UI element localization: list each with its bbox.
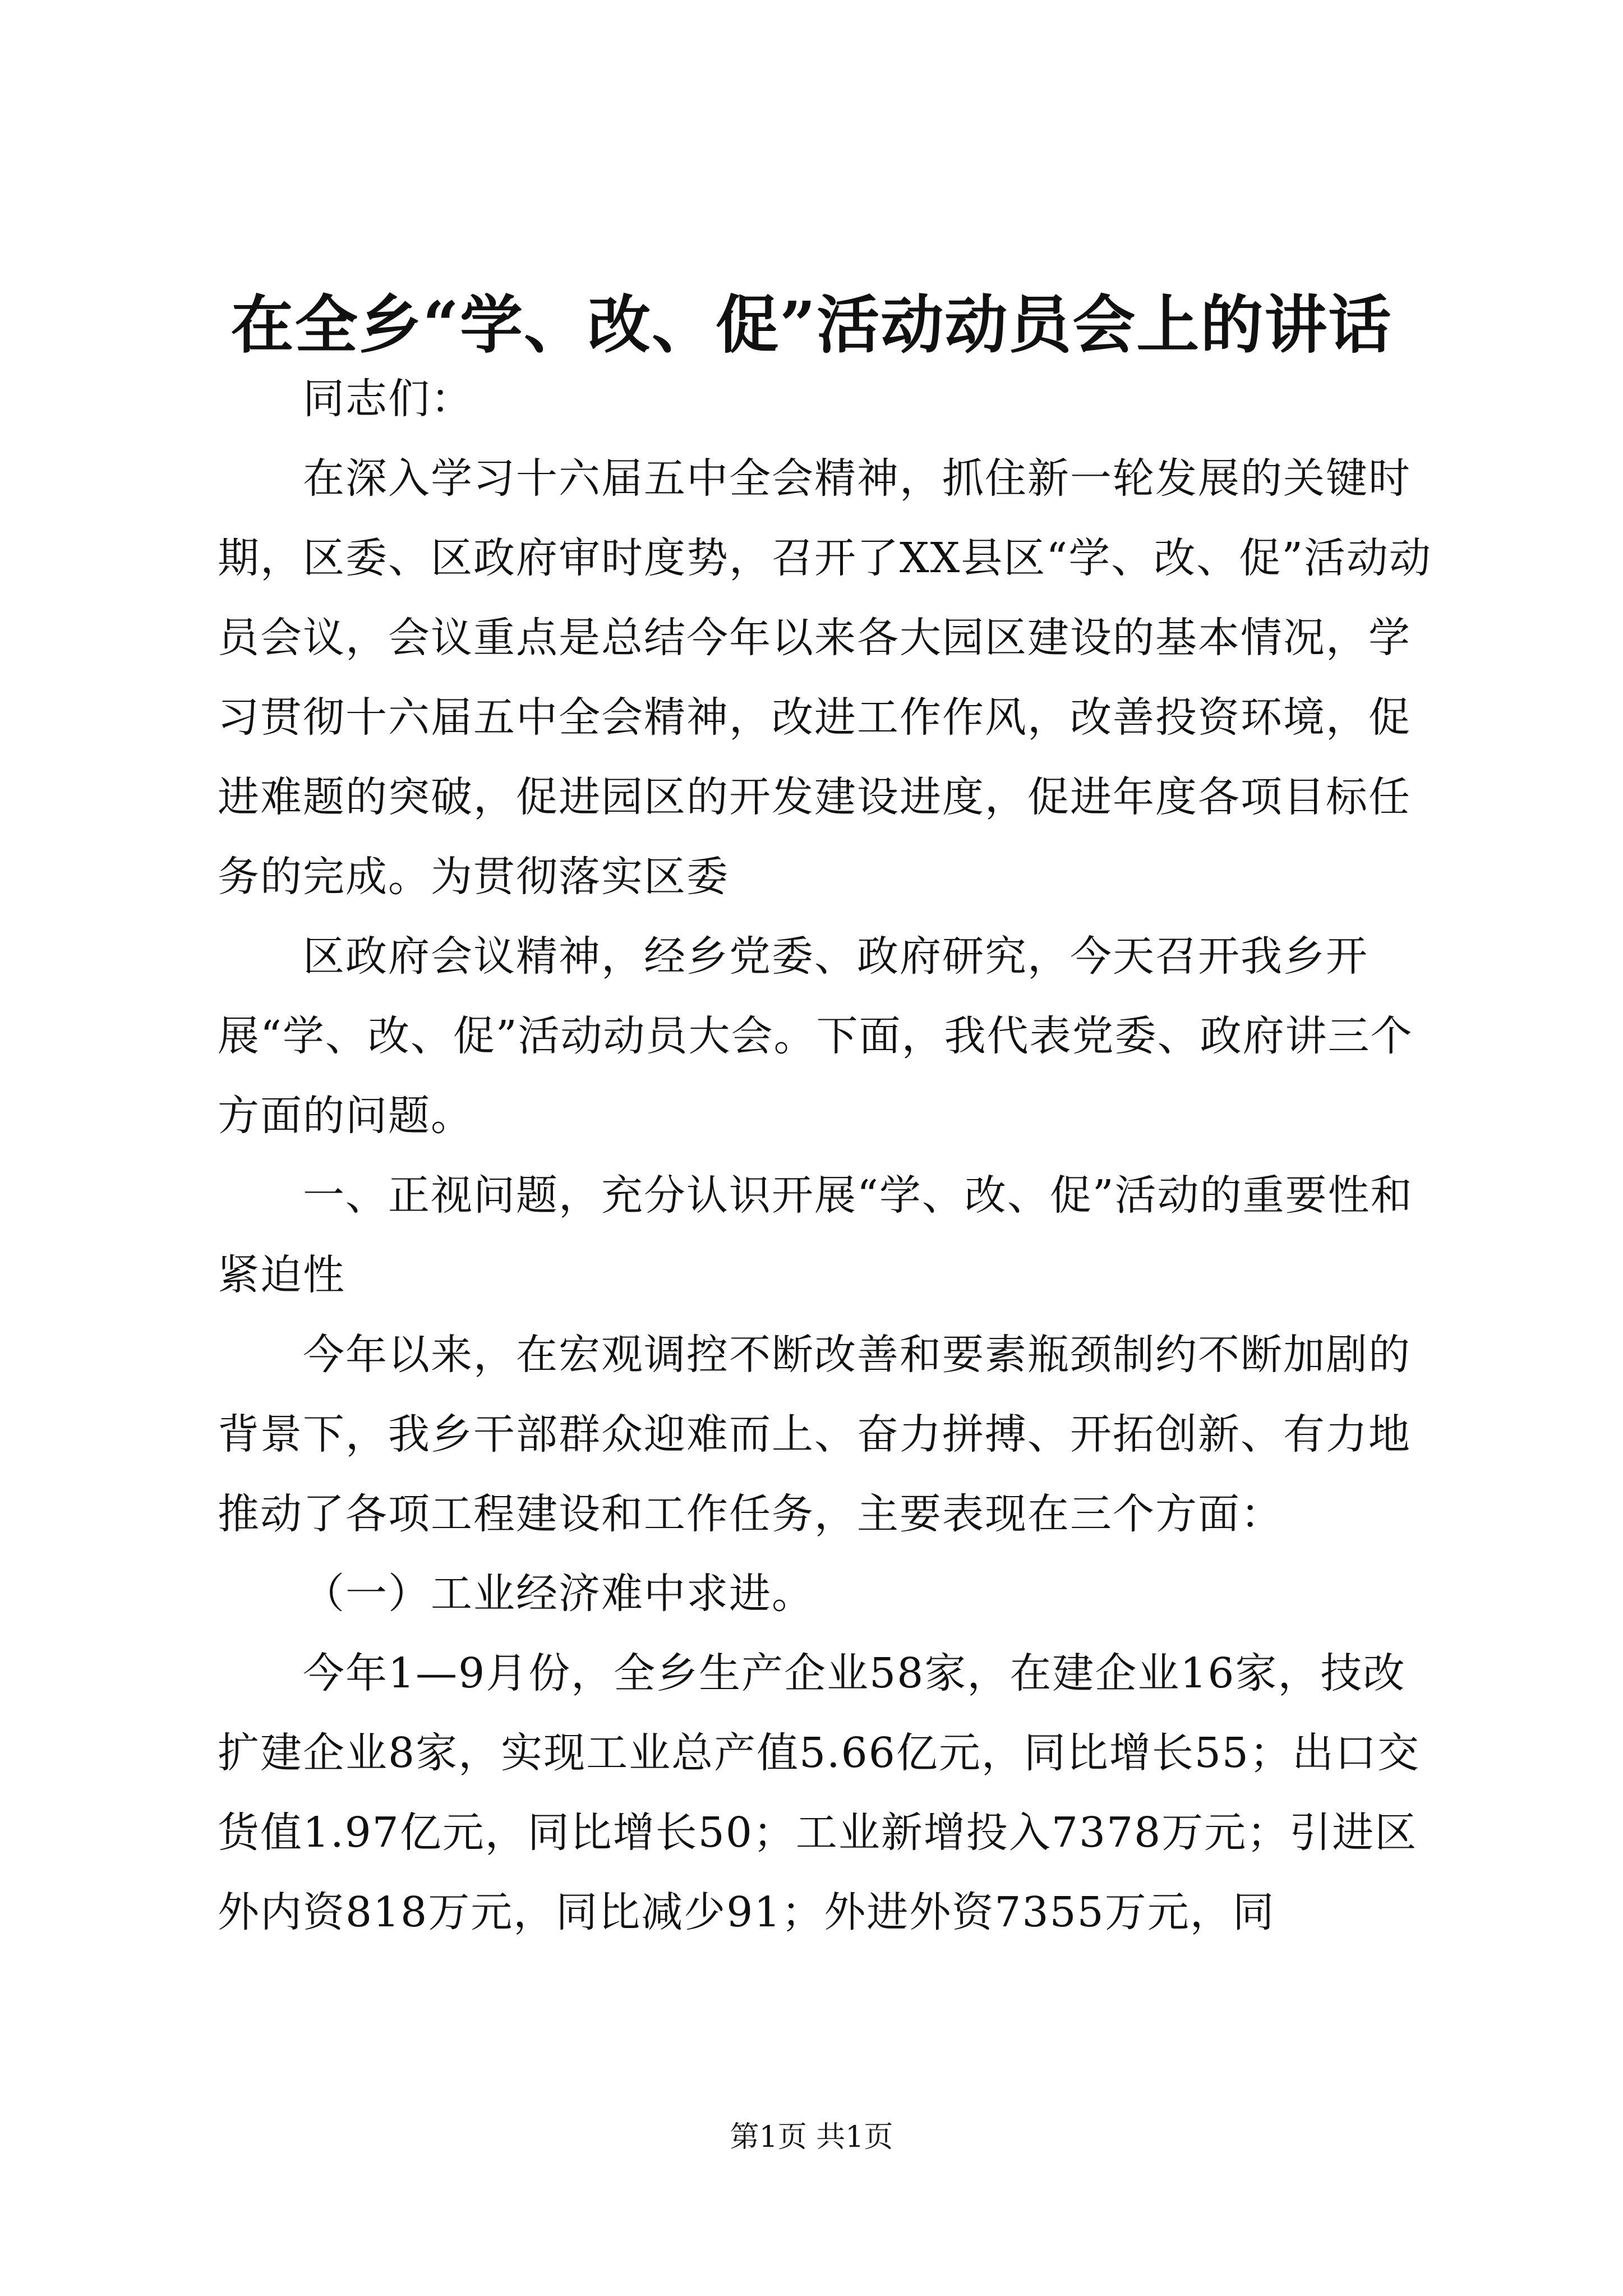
page-footer: 第1页 共1页 [730, 2120, 893, 2154]
body-paragraph: 今年以来，在宏观调控不断改善和要素瓶颈制约不断加剧的背景下，我乡干部群众迎难而上、奋力拼搏、开拓创新、有力地推动了各项工程建设和工作任务，主要表现在三个方面： [218, 1331, 1411, 1538]
body-paragraph: 在深入学习十六届五中全会精神，抓住新一轮发展的关键时期，区委、区政府审时度势，召开了XX县区“学、改、促”活动动员会议，会议重点是总结今年以来各大园区建设的基本情况，学习贯彻十六届五中全会精神，改进工作作风，改善投资环境，促进难题的突破，促进园区的开发建设进度，促进年度各项目标任务的完成。为贯彻落实区委 [218, 454, 1432, 901]
body-paragraph: 今年1—9月份，全乡生产企业58家，在建企业16家，技改扩建企业8家，实现工业总产值5.66亿元，同比增长55；出口交货值1.97亿元，同比增长50；工业新增投入7378万元；引进区外内资818万元，同比减少91；外进外资7355万元，同 [218, 1649, 1421, 1936]
salutation-paragraph: 同志们： [303, 375, 473, 423]
document-body [218, 359, 1435, 1952]
subsection-heading: （一）工业经济难中求进。 [303, 1570, 814, 1618]
document-title: 在全乡“学、改、促”活动动员会上的讲话 [230, 288, 1393, 362]
section-heading: 一、正视问题，充分认识开展“学、改、促”活动的重要性和紧迫性 [218, 1171, 1413, 1299]
body-paragraph: 区政府会议精神，经乡党委、政府研究，今天召开我乡开展“学、改、促”活动动员大会。下面，我代表党委、政府讲三个方面的问题。 [218, 932, 1413, 1140]
